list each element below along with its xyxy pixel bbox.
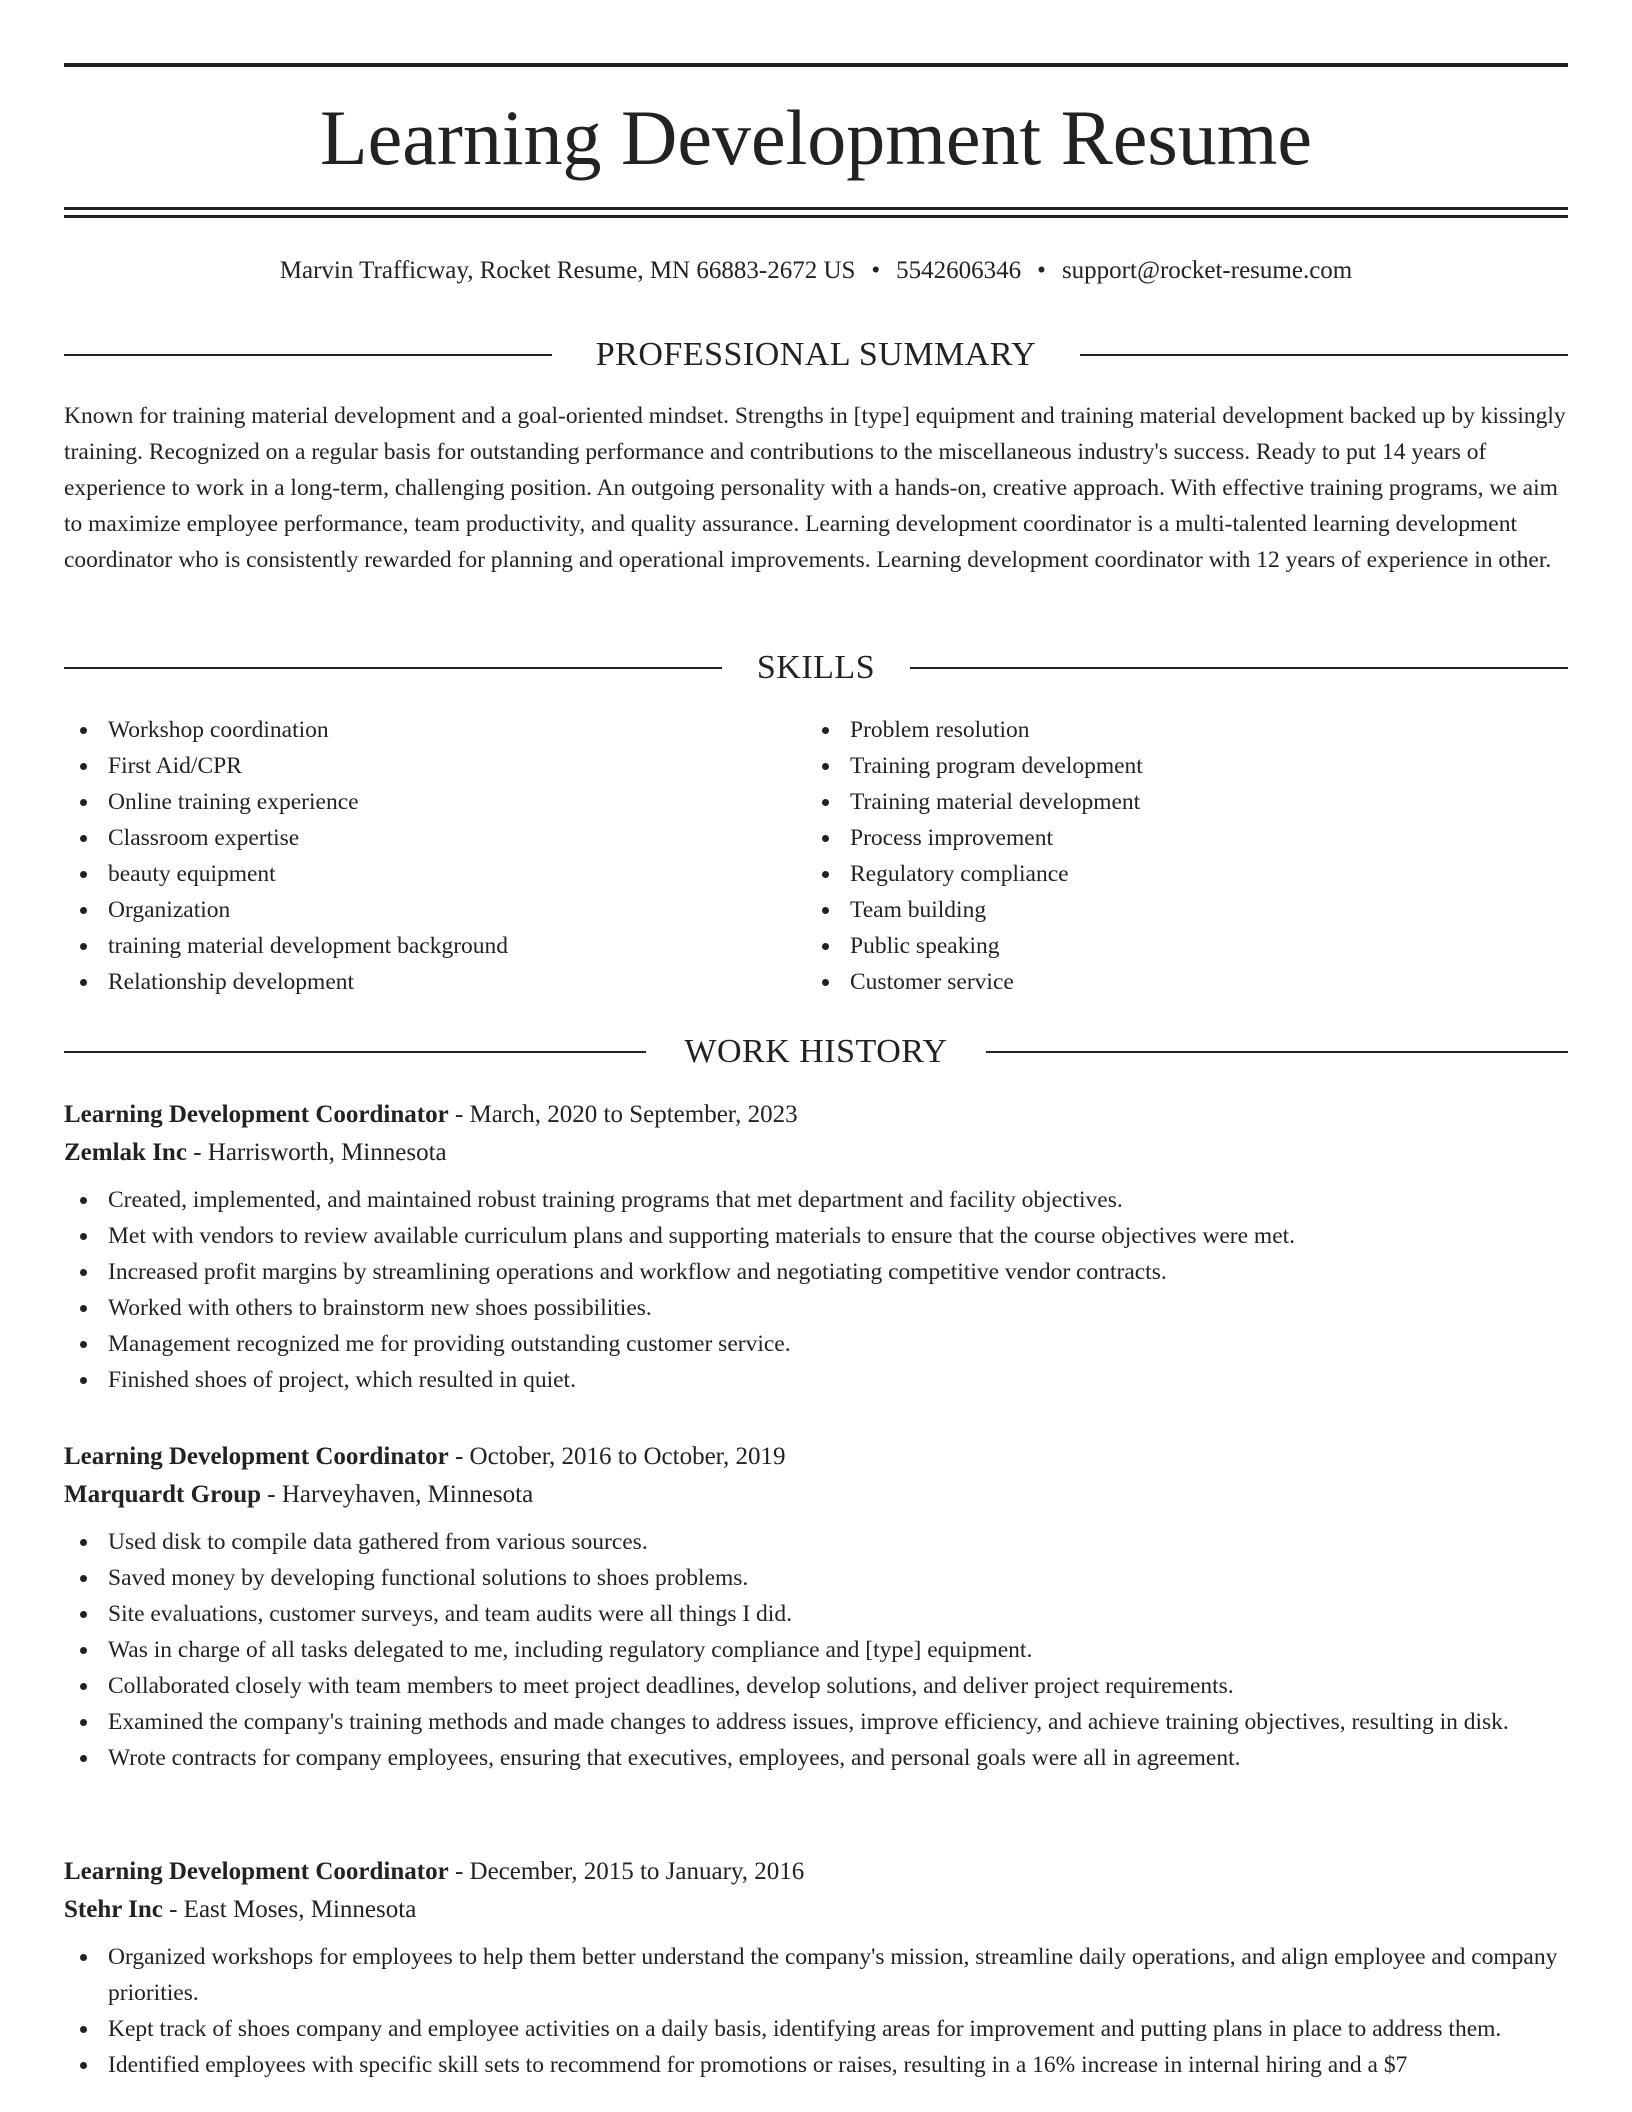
summary-section-header — [64, 332, 1568, 378]
work-section-header — [64, 1029, 1568, 1075]
job-title-line — [64, 1438, 1568, 1476]
skill-item: Public speaking — [806, 928, 1506, 964]
skill-item: Workshop coordination — [64, 712, 764, 748]
header-rule-right — [1080, 354, 1568, 356]
job-bullet: Worked with others to brainstorm new shoes possibilities. — [64, 1290, 1568, 1326]
job-bullet: Finished shoes of project, which resulted in quiet. — [64, 1362, 1568, 1398]
job-bullet: Met with vendors to review available curriculum plans and supporting materials to ensure that the course objectives were met. — [64, 1218, 1568, 1254]
skills-heading: SKILLS — [756, 649, 876, 686]
job-location: - Harrisworth, Minnesota — [186, 1139, 447, 1166]
job-entry — [64, 1853, 1568, 2083]
skill-item: Process improvement — [806, 820, 1506, 856]
job-title-line — [64, 1853, 1568, 1891]
job-company: Stehr Inc — [64, 1896, 163, 1923]
job-dates: - December, 2015 to January, 2016 — [448, 1858, 805, 1885]
header-rule-right — [910, 667, 1568, 669]
skill-item: Online training experience — [64, 784, 764, 820]
job-location: - Harveyhaven, Minnesota — [261, 1481, 534, 1508]
job-bullet: Saved money by developing functional solutions to shoes problems. — [64, 1560, 1568, 1596]
skill-item: Classroom expertise — [64, 820, 764, 856]
job-company-line — [64, 1891, 1568, 1929]
job-entry — [64, 1096, 1568, 1398]
job-bullet: Management recognized me for providing outstanding customer service. — [64, 1326, 1568, 1362]
title-rule-upper — [64, 207, 1568, 210]
skill-item: Customer service — [806, 964, 1506, 1000]
job-bullet: Was in charge of all tasks delegated to me, including regulatory compliance and [type] equipment. — [64, 1632, 1568, 1668]
skill-item: training material development background — [64, 928, 764, 964]
job-bullet: Increased profit margins by streamlining operations and workflow and negotiating competitive vendor contracts. — [64, 1254, 1568, 1290]
skill-item: Organization — [64, 892, 764, 928]
skill-item: Training program development — [806, 748, 1506, 784]
work-heading: WORK HISTORY — [684, 1033, 948, 1070]
job-company: Marquardt Group — [64, 1481, 262, 1508]
resume-title: Learning Development Resume — [319, 94, 1313, 181]
job-bullet: Identified employees with specific skill sets to recommend for promotions or raises, resulting in a 16% increase in internal hiring and a $7 — [64, 2047, 1568, 2083]
header-rule-right — [986, 1051, 1568, 1053]
job-title: Learning Development Coordinator — [64, 1101, 449, 1128]
skill-item: Relationship development — [64, 964, 764, 1000]
job-company-line — [64, 1476, 1568, 1514]
job-bullets — [64, 1524, 1568, 1776]
contact-separator: • — [871, 257, 881, 284]
job-title-line — [64, 1096, 1568, 1134]
summary-heading: PROFESSIONAL SUMMARY — [595, 336, 1037, 373]
title-rule-lower — [64, 215, 1568, 218]
contact-line — [0, 254, 1632, 288]
job-bullet: Kept track of shoes company and employee activities on a daily basis, identifying areas for improvement and putting plans in place to address them. — [64, 2011, 1568, 2047]
job-bullet: Collaborated closely with team members to meet project deadlines, develop solutions, and deliver project requirements. — [64, 1668, 1568, 1704]
skills-list-right — [806, 712, 1506, 1000]
contact-email: support@rocket-resume.com — [1061, 257, 1353, 284]
contact-phone: 5542606346 — [896, 257, 1022, 284]
job-location: - East Moses, Minnesota — [162, 1896, 417, 1923]
skill-item: beauty equipment — [64, 856, 764, 892]
skill-item: Training material development — [806, 784, 1506, 820]
contact-address: Marvin Trafficway, Rocket Resume, MN 66883-2672 US — [279, 257, 856, 284]
job-bullet: Site evaluations, customer surveys, and team audits were all things I did. — [64, 1596, 1568, 1632]
skills-section-header — [64, 645, 1568, 691]
job-bullet: Used disk to compile data gathered from various sources. — [64, 1524, 1568, 1560]
job-bullet: Organized workshops for employees to help them better understand the company's mission, streamline daily operations, and align employee and company priorities. — [64, 1939, 1568, 2011]
top-rule — [64, 63, 1568, 67]
job-company: Zemlak Inc — [64, 1139, 187, 1166]
summary-text: Known for training material development and a goal-oriented mindset. Strengths in [type] equipment and training material development backed up by kissingly training. Recognized on a regular basis for outstanding performance and contributions to the miscellaneous industry's success. Ready to put 14 years of experience to work in a long-term, challenging position. An outgoing personality with a hands-on, creative approach. With effective training programs, we aim to maximize employee performance, team productivity, and quality assurance. Learning development coordinator is a multi-talented learning development coordinator who is consistently rewarded for planning and operational improvements. Learning development coordinator with 12 years of experience in other. — [64, 403, 1566, 573]
job-title: Learning Development Coordinator — [64, 1443, 449, 1470]
job-entry — [64, 1438, 1568, 1776]
job-bullet: Wrote contracts for company employees, ensuring that executives, employees, and personal goals were all in agreement. — [64, 1740, 1568, 1776]
job-bullet: Examined the company's training methods and made changes to address issues, improve efficiency, and achieve training objectives, resulting in disk. — [64, 1704, 1568, 1740]
skill-item: Problem resolution — [806, 712, 1506, 748]
skill-item: First Aid/CPR — [64, 748, 764, 784]
job-bullets — [64, 1939, 1568, 2083]
job-dates: - October, 2016 to October, 2019 — [448, 1443, 786, 1470]
job-bullet: Created, implemented, and maintained robust training programs that met department and facility objectives. — [64, 1182, 1568, 1218]
skills-list-left — [64, 712, 764, 1000]
job-title: Learning Development Coordinator — [64, 1858, 449, 1885]
skill-item: Team building — [806, 892, 1506, 928]
job-dates: - March, 2020 to September, 2023 — [448, 1101, 798, 1128]
job-company-line — [64, 1134, 1568, 1172]
job-bullets — [64, 1182, 1568, 1398]
skill-item: Regulatory compliance — [806, 856, 1506, 892]
contact-separator: • — [1037, 257, 1046, 284]
